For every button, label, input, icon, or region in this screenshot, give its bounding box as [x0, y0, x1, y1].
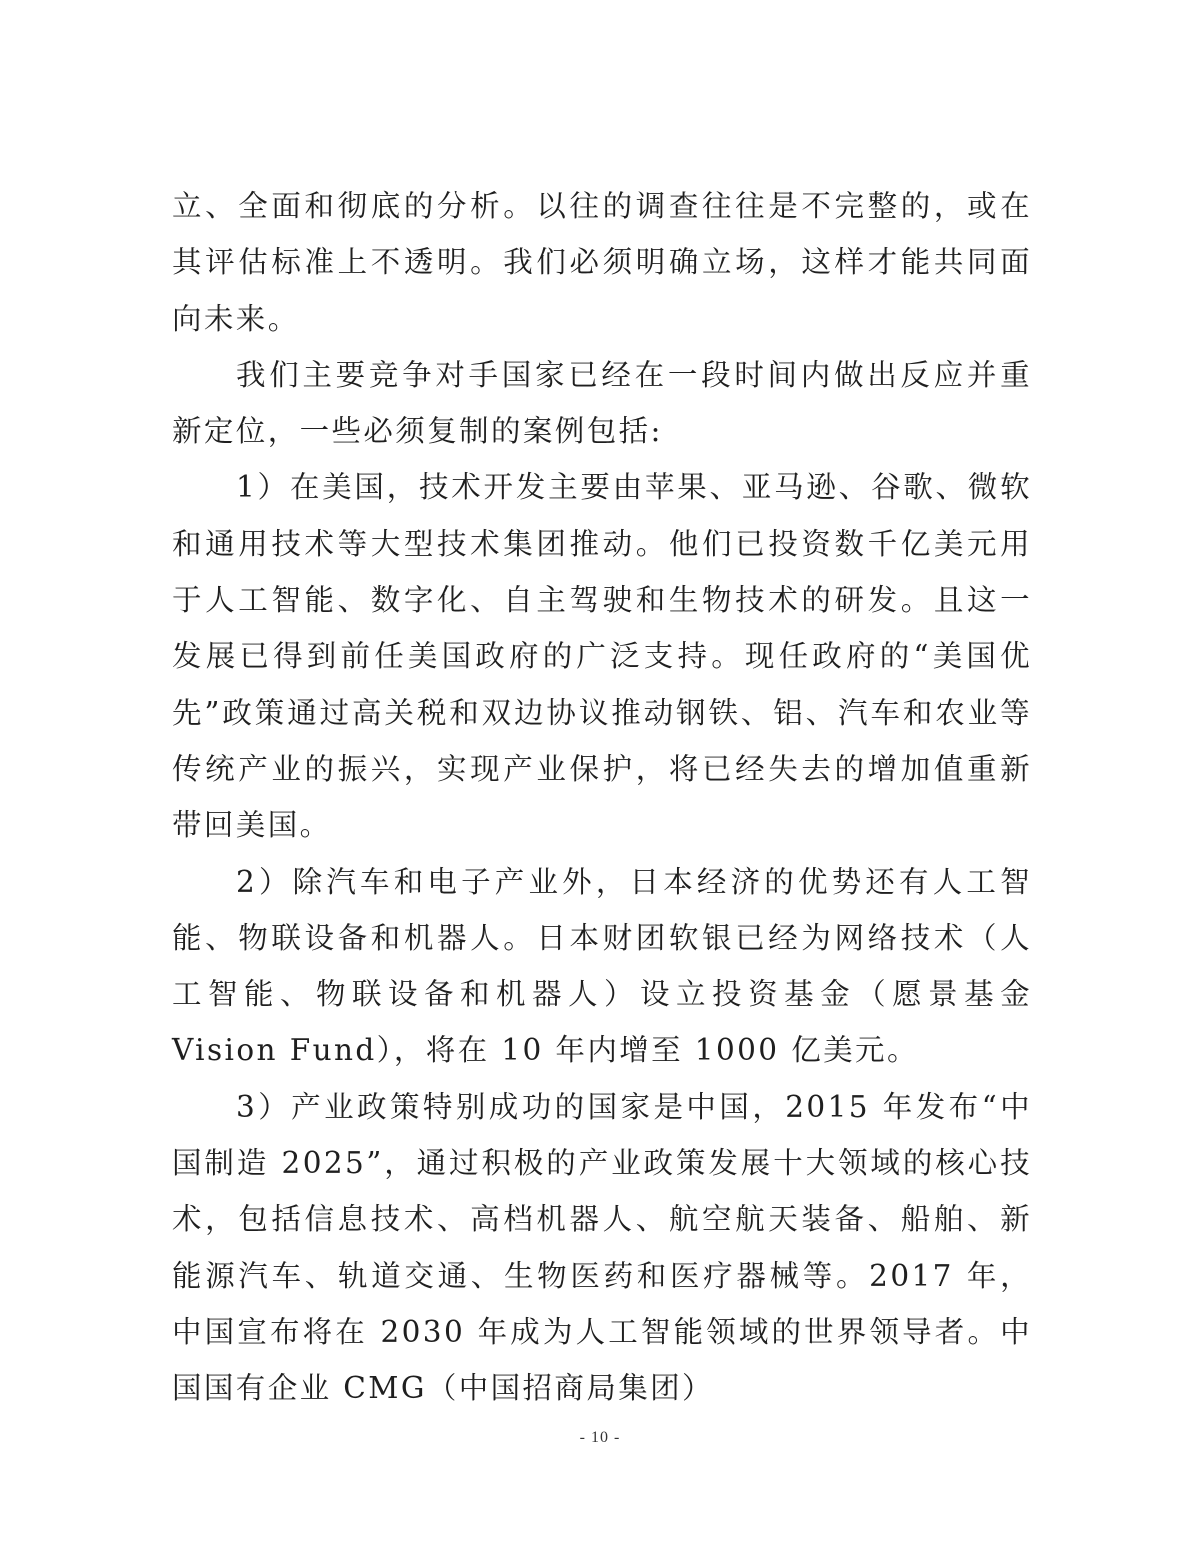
- page-number: - 10 -: [579, 1429, 621, 1446]
- paragraph-competitors: 我们主要竞争对手国家已经在一段时间内做出反应并重新定位，一些必须复制的案例包括:: [172, 357, 1032, 449]
- paragraph-continuation: 立、全面和彻底的分析。以往的调查往往是不完整的，或在其评估标准上不透明。我们必须明确立场，这样才能共同面向未来。: [172, 189, 1032, 336]
- paragraph-japan: 2）除汽车和电子产业外，日本经济的优势还有人工智能、物联设备和机器人。日本财团软银已经为网络技术（人工智能、物联设备和机器人）设立投资基金（愿景基金 Vision Fund），将在 10 年内增至 1000 亿美元。: [172, 864, 1032, 1068]
- body-text: [172, 178, 1032, 1417]
- paragraph-china: 3）产业政策特别成功的国家是中国，2015 年发布“中国制造 2025”，通过积极的产业政策发展十大领域的核心技术，包括信息技术、高档机器人、航空航天装备、船舶、新能源汽车、轨道交通、生物医药和医疗器械等。2017 年，中国宣布将在 2030 年成为人工智能领域的世界领导者。中国国有企业 CMG（中国招商局集团）: [172, 1089, 1032, 1406]
- paragraph-usa: 1）在美国，技术开发主要由苹果、亚马逊、谷歌、微软和通用技术等大型技术集团推动。他们已投资数千亿美元用于人工智能、数字化、自主驾驶和生物技术的研发。且这一发展已得到前任美国政府的广泛支持。现任政府的“美国优先”政策通过高关税和双边协议推动钢铁、铝、汽车和农业等传统产业的振兴，实现产业保护，将已经失去的增加值重新带回美国。: [172, 470, 1032, 843]
